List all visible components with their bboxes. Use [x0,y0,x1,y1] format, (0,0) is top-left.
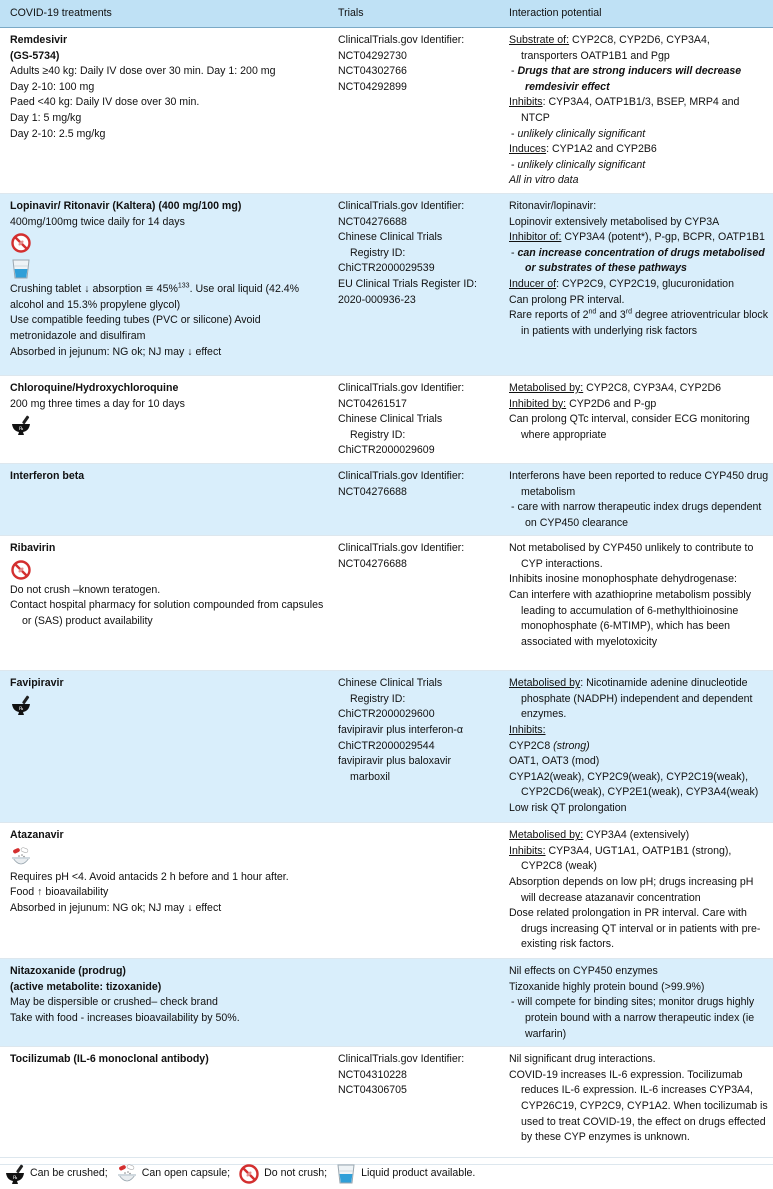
interaction-cell [499,463,773,535]
drug-name: Chloroquine/Hydroxychloroquine [10,381,179,394]
drug-name: Ribavirin [10,542,56,555]
qtc-line: Can prolong QTc interval, consider ECG monitoring where appropriate [509,413,750,441]
trial-line: Chinese Clinical Trials [338,677,443,690]
crush-note: Crushing tablet ↓ absorption ≅ 45%$^{133}$. Use oral liquid (42.4% alcohol and 15.3% propylene glycol) [10,282,300,311]
trial-line: NCT04310228 [338,1068,407,1081]
trial-line: favipiravir plus interferon-α [338,724,464,737]
dose-line: Adults ≥40 kg: Daily IV dose over 30 min. Day 1: 200 mg [10,65,276,78]
trial-line: ClinicalTrials.gov Identifier: [338,381,465,394]
mortar-pestle-icon [10,694,32,716]
inhibitor-line: Inhibitor of: CYP3A4 (potent*), P-gp, BCPR, OATP1B1 [509,231,765,244]
legend-no-crush: Do not crush; [264,1166,328,1179]
dose-line: Day 1: 5 mg/kg [10,111,82,124]
trials-cell [328,536,499,671]
trial-line: Chinese Clinical Trials [338,413,443,426]
trial-line: NCT04292899 [338,80,407,93]
drug-name: Favipiravir [10,677,64,690]
food-note: Food ↑ bioavailability [10,886,109,899]
interaction-line: Interferons have been reported to reduce CYP450 drug metabolism [509,469,769,498]
inhibits-line: CYP2C8 (strong) [509,739,590,752]
trials-cell [328,463,499,535]
substrate-line: Substrate of: CYP2C8, CYP2D6, CYP3A4, transporters OATP1B1 and Pgp [509,34,710,62]
liquid-cup-icon [335,1163,357,1185]
pr-line: Can prolong PR interval. [509,293,625,306]
interaction-note: - will compete for binding sites; monitor drugs highly protein bound with a narrow therapeutic index (ie warfarin) [511,996,755,1040]
drug-name: Interferon beta [10,469,85,482]
interaction-line: Dose related prolongation in PR interval. Care with drugs increasing QT interval or in patients with pre-existing risk factors. [509,907,761,951]
interaction-line: Tizoxanide highly protein bound (>99.9%) [509,980,705,993]
interaction-cell [499,375,773,463]
induces-line: Induces: CYP1A2 and CYP2B6 [509,143,657,156]
trial-line: ClinicalTrials.gov Identifier: [338,34,465,46]
trial-line: Registry ID: [350,692,406,705]
col-header-treatments: COVID-19 treatments [0,0,328,28]
interaction-line: Nil effects on CYP450 enzymes [509,965,658,978]
rare-line: Rare reports of 2nd and 3rd degree atrioventricular block in patients with underlying risk factors [509,308,769,337]
trials-cell [328,671,499,823]
mortar-pestle-icon [4,1163,26,1185]
col-header-trials: Trials [328,0,499,28]
trial-line: ClinicalTrials.gov Identifier: [338,542,465,555]
treatment-cell [0,671,328,823]
trial-line: ChiCTR2000029600 [338,708,435,721]
legend-open-capsule: Can open capsule; [141,1166,231,1179]
interaction-line: COVID-19 increases IL-6 expression. Tocilizumab reduces IL-6 expression. IL-6 increases CYP3A4, CYP26C19, CYP2C9, CYP1A2. When tocilizumab is used to treat COVID-19, the effect on drugs effected by these CYP enzymes is unknown. [509,1068,768,1144]
inducer-line: Inducer of: CYP2C9, CYP2C19, glucuronidation [509,277,734,290]
interaction-cell [499,959,773,1047]
interaction-cell [499,671,773,823]
trial-line: ClinicalTrials.gov Identifier: [338,1053,465,1066]
trials-cell [328,1047,499,1165]
inhibits-line: CYP1A2(weak), CYP2C9(weak), CYP2C19(weak), CYP2CD6(weak), CYP2E1(weak), CYP3A4(weak) [509,770,759,799]
trial-line: ChiCTR2000029539 [338,262,435,275]
trials-cell [328,959,499,1047]
dose-line: Day 2-10: 2.5 mg/kg [10,127,106,140]
inhibits-label: Inhibits: [509,724,546,737]
drug-name: Nitazoxanide (prodrug) [10,965,126,978]
treatment-cell [0,1047,328,1165]
treatment-cell [0,823,328,959]
metabolised-line: Metabolised by: CYP2C8, CYP3A4, CYP2D6 [509,381,721,394]
trial-line: Chinese Clinical Trials [338,231,443,244]
trial-line: NCT04292730 [338,49,407,62]
inhibitor-note: - can increase concentration of drugs metabolised or substrates of these pathways [511,246,765,275]
interaction-line: Nil significant drug interactions. [509,1053,656,1066]
drug-name: Tocilizumab (IL-6 monoclonal antibody) [10,1053,209,1066]
qt-line: Low risk QT prolongation [509,802,627,815]
trials-cell [328,28,499,194]
inhibits-line: Inhibits: CYP3A4, OATP1B1/3, BSEP, MRP4 and NTCP [509,96,740,124]
inhibits-line: Inhibits: CYP3A4, UGT1A1, OATP1B1 (strong), CYP2C8 (weak) [509,844,732,873]
interaction-line: Not metabolised by CYP450 unlikely to contribute to CYP interactions. [509,542,754,570]
no-crush-icon [10,232,32,254]
metabolite-line: (active metabolite: tizoxanide) [10,980,162,993]
no-crush-icon [10,559,32,581]
capsule-open-icon [116,1163,138,1185]
table-row-interferon [0,463,773,535]
table-header-row [0,0,773,28]
tubes-note: Use compatible feeding tubes (PVC or silicone) Avoid metronidazole and disulfiram [10,314,261,342]
dose-line: Paed <40 kg: Daily IV dose over 30 min. [10,96,200,109]
trial-line: 2020-000936-23 [338,293,416,306]
trial-line: NCT04276688 [338,485,407,498]
treatment-cell [0,193,328,375]
icon-legend [0,1157,773,1189]
table-row-nitazoxanide [0,959,773,1047]
trial-line: NCT04276688 [338,215,407,228]
crush-note: Do not crush –known teratogen. [10,583,161,596]
trial-line: favipiravir plus baloxavir [338,755,452,768]
inhibits-line: OAT1, OAT3 (mod) [509,755,600,768]
substrate-note: - Drugs that are strong inducers will decrease remdesivir effect [511,65,742,93]
interaction-cell [499,823,773,959]
metabolised-line: Metabolised by: CYP3A4 (extensively) [509,829,690,842]
dose-line: Day 2-10: 100 mg [10,80,95,93]
dose-line: Take with food - increases bioavailability by 50%. [10,1012,240,1025]
trial-line: NCT04306705 [338,1084,407,1097]
jejunum-note: Absorbed in jejunum: NG ok; NJ may ↓ effect [10,902,222,915]
table-row-lopinavir [0,193,773,375]
drug-name: Atazanavir [10,829,64,842]
no-crush-icon [238,1163,260,1185]
col-header-interaction: Interaction potential [499,0,773,28]
trial-line: ClinicalTrials.gov Identifier: [338,199,465,212]
inhibits-note: - unlikely clinically significant [511,127,646,140]
trial-line: EU Clinical Trials Register ID: [338,277,477,290]
interaction-note: - care with narrow therapeutic index drugs dependent on CYP450 clearance [511,501,762,529]
trial-line: NCT04276688 [338,557,407,570]
treatment-cell [0,959,328,1047]
metabolised-line: Metabolised by: Nicotinamide adenine dinucleotide phosphate (NADPH) independent and dependent enzymes. [509,677,753,721]
in-vitro-note: All in vitro data [509,174,579,187]
interaction-cell [499,1047,773,1165]
mortar-pestle-icon [10,414,32,436]
liquid-cup-icon [10,258,32,280]
table-row-remdesivir [0,28,773,194]
jejunum-note: Absorbed in jejunum: NG ok; NJ may ↓ effect [10,345,222,358]
drug-name: Lopinavir/ Ritonavir (Kaltera) (400 mg/100 mg) [10,199,242,212]
table-row-tocilizumab [0,1047,773,1165]
treatment-cell [0,463,328,535]
trial-line: NCT04261517 [338,397,407,410]
trials-cell [328,193,499,375]
table-row-chloroquine [0,375,773,463]
dose-line: 400mg/100mg twice daily for 14 days [10,215,185,228]
trials-cell [328,823,499,959]
legend-liquid: Liquid product available. [361,1166,476,1179]
interaction-cell [499,536,773,671]
treatment-cell [0,536,328,671]
dose-line: 200 mg three times a day for 10 days [10,397,185,410]
trial-line: ClinicalTrials.gov Identifier: [338,469,465,482]
interaction-cell [499,193,773,375]
metabolism-line: Lopinovir extensively metabolised by CYP3A [509,215,720,228]
interaction-title: Ritonavir/lopinavir: [509,199,597,212]
trial-line: ChiCTR2000029544 [338,739,435,752]
ph-note: Requires pH <4. Avoid antacids 2 h before and 1 hour after. [10,870,289,883]
trials-cell [328,375,499,463]
interaction-line: Absorption depends on low pH; drugs increasing pH will decrease atazanavir concentration [509,876,754,904]
dose-line: May be dispersible or crushed– check brand [10,996,218,1009]
induces-note: - unlikely clinically significant [511,158,646,171]
interaction-line: Inhibits inosine monophosphate dehydrogenase: [509,573,737,586]
contact-note: Contact hospital pharmacy for solution compounded from capsules or (SAS) product availability [10,599,324,628]
table-row-ribavirin [0,536,773,671]
trial-line: marboxil [350,770,391,783]
interaction-cell [499,28,773,194]
drug-name: Remdesivir [10,34,68,46]
trial-line: NCT04302766 [338,65,407,78]
trial-line: ChiCTR2000029609 [338,444,435,457]
inhibited-line: Inhibited by: CYP2D6 and P-gp [509,397,657,410]
table-row-favipiravir [0,671,773,823]
treatment-cell [0,28,328,194]
trial-line: Registry ID: [350,246,406,259]
trial-line: Registry ID: [350,428,406,441]
capsule-open-icon [10,846,32,868]
table-row-atazanavir [0,823,773,959]
interaction-line: Can interfere with azathioprine metabolism possibly leading to accumulation of 6-methylthioinosine monophosphate (6-MTIMP), which has been associated with myelotoxicity [509,589,752,648]
legend-crushed: Can be crushed; [30,1166,108,1179]
drug-code: (GS-5734) [10,49,60,62]
treatment-cell [0,375,328,463]
